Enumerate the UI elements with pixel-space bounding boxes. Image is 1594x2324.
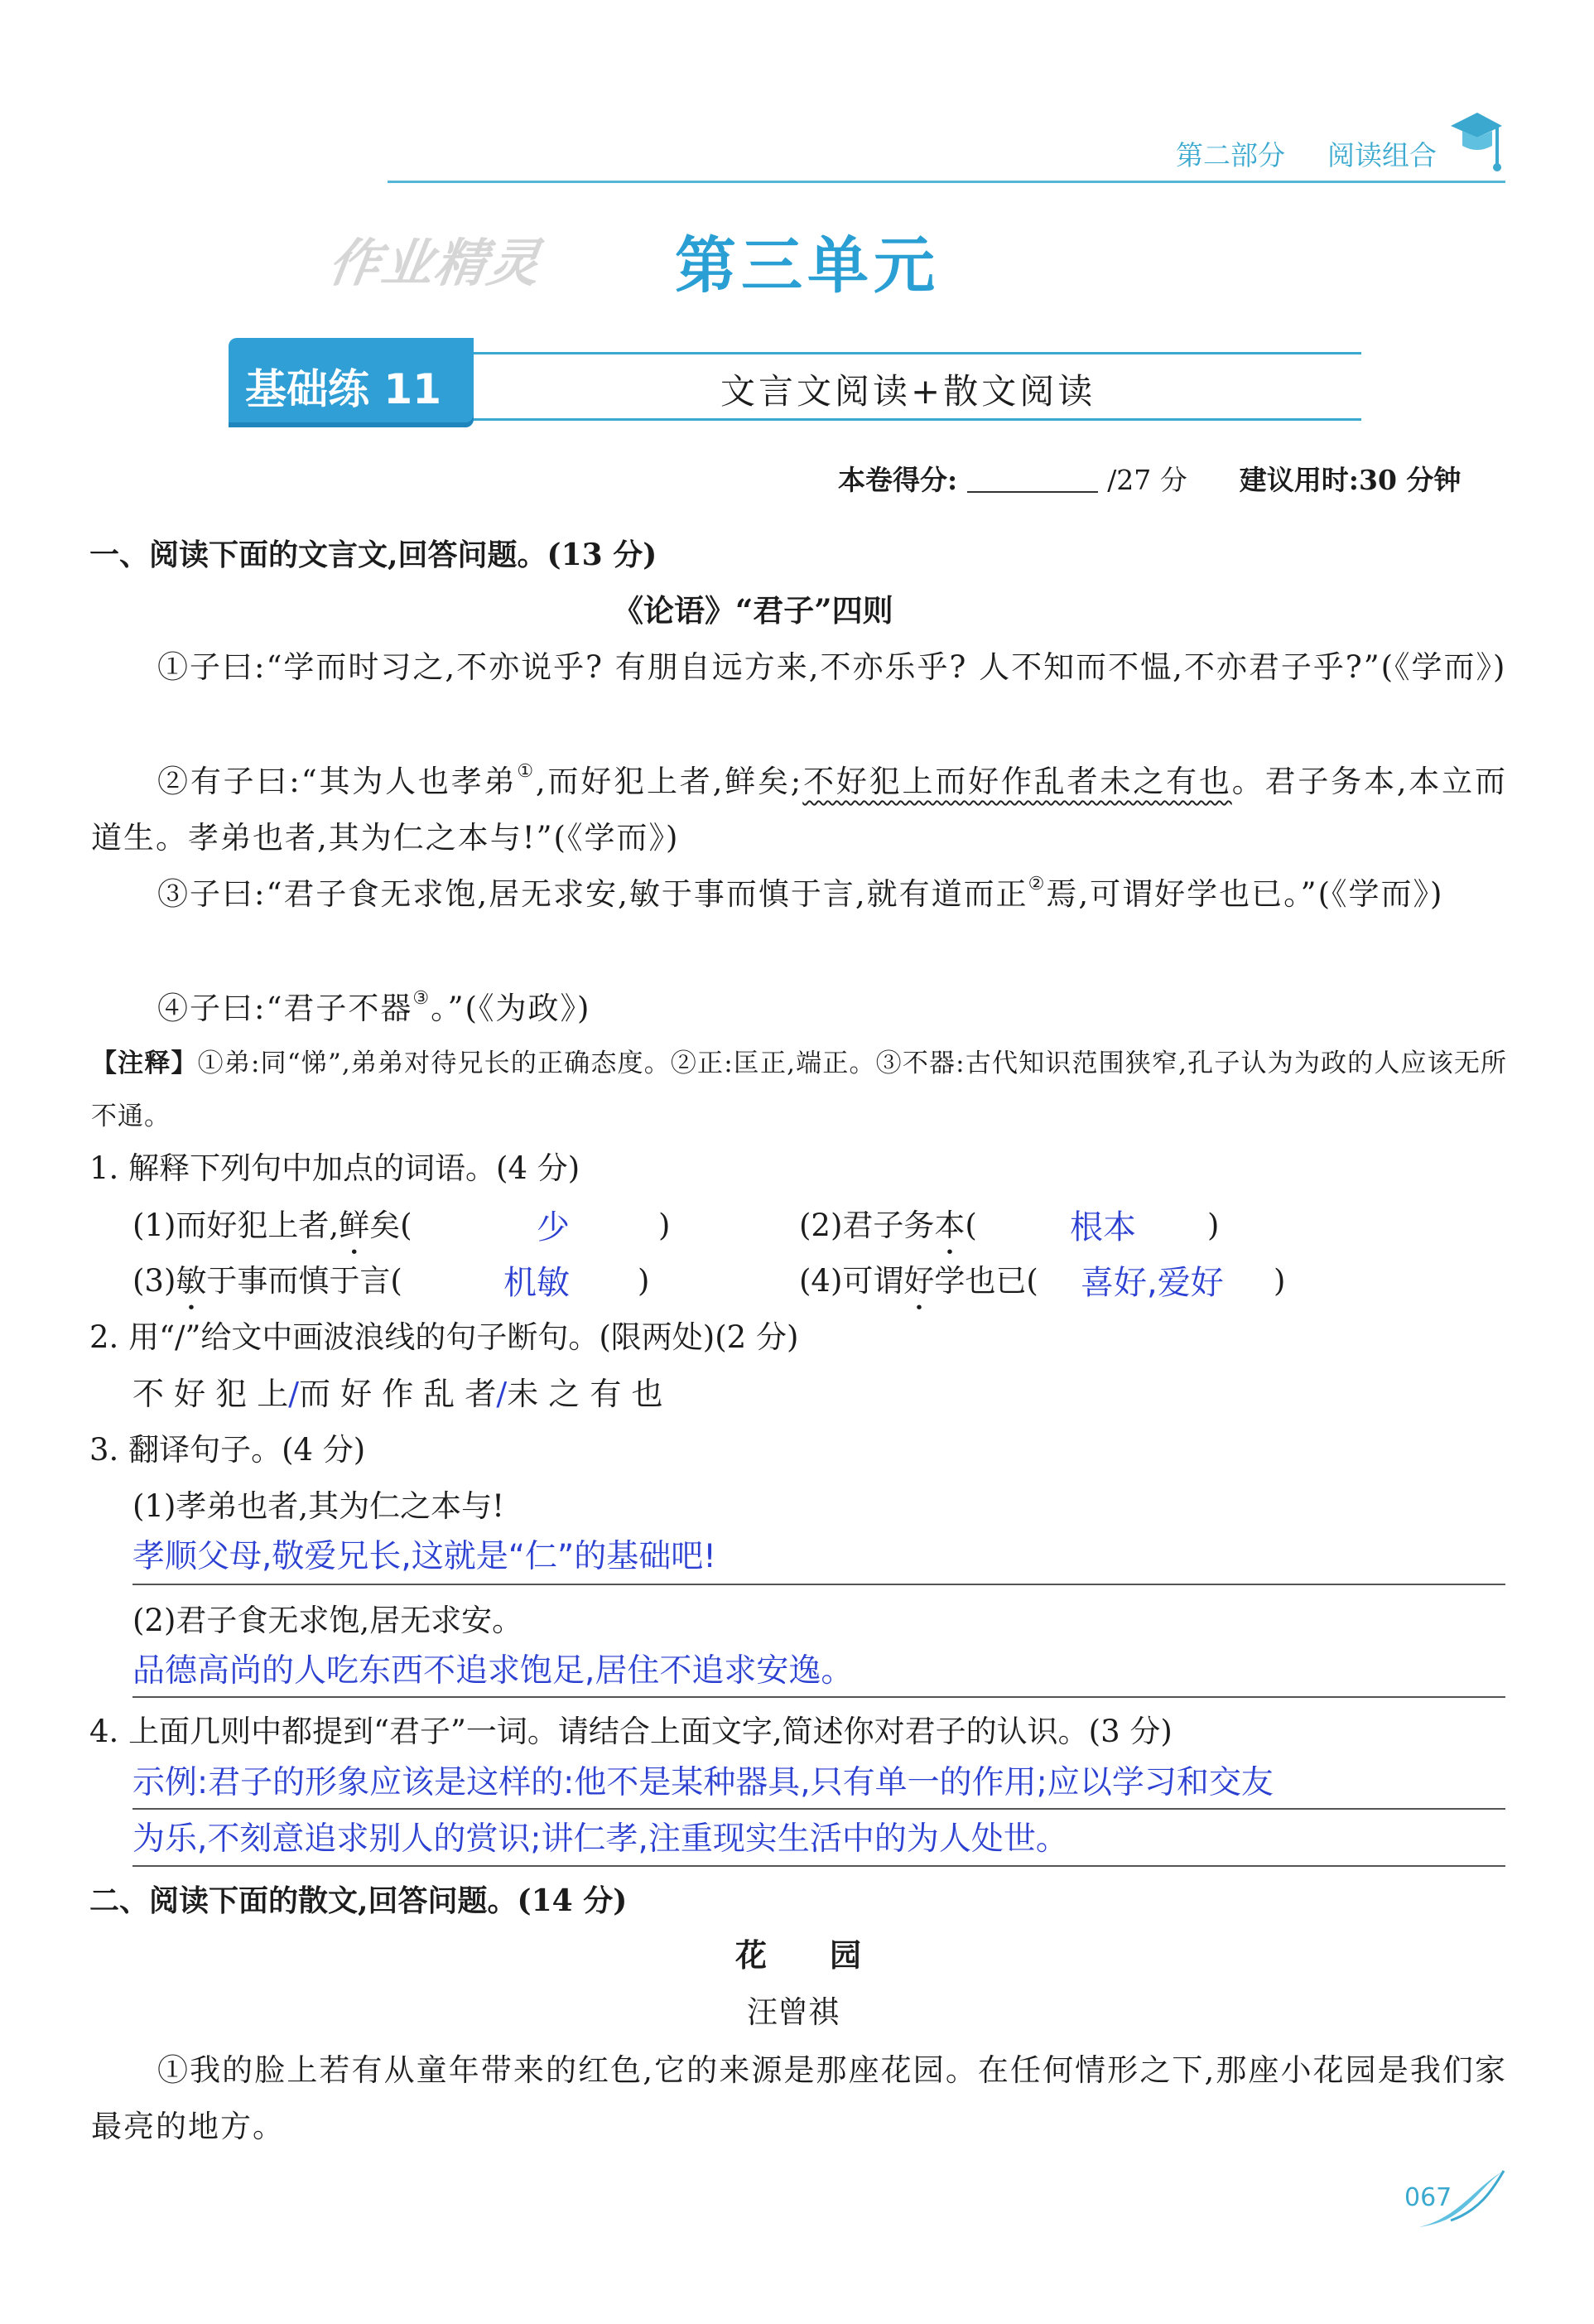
dotted-word: 好 — [903, 1263, 935, 1299]
q4-answer-line1: 示例:君子的形象应该是这样的:他不是某种器具,只有单一的作用;应以学习和交友 — [132, 1764, 1274, 1801]
q1-stem: 1. 解释下列句中加点的词语。(4 分) — [89, 1150, 580, 1186]
answer-line — [132, 1865, 1505, 1867]
q1-close1: ) — [658, 1208, 671, 1243]
unit-title: 第三单元 — [675, 230, 940, 301]
notes-text: ①弟:同“悌”,弟弟对待兄长的正确态度。②正:匡正,端正。③不器:古代知识范围狭窄,孔子认为为政的人应该无所不通。 — [91, 1049, 1507, 1131]
dotted-word: 鲜 — [339, 1208, 370, 1243]
wavy-underlined-sentence: 不好犯上而好作乱者未之有也 — [802, 764, 1232, 799]
dotted-word: 本 — [934, 1208, 966, 1243]
q1-item3: (3)敏于事而慎于言( — [132, 1263, 402, 1299]
answer-line — [132, 1696, 1505, 1698]
notes — [91, 1037, 1507, 1143]
q1-close4: ) — [1274, 1263, 1286, 1299]
header-section: 第二部分 — [1176, 139, 1285, 171]
running-header — [1176, 134, 1437, 173]
exercise-subtitle: 文言文阅读+散文阅读 — [720, 371, 1096, 412]
passage-p2: ②有子曰:“其为人也孝弟①,而好犯上者,鲜矣;不好犯上而好作乱者未之有也。君子务本,本立而道生。孝弟也者,其为仁之本与!”(《学而》) — [91, 761, 1507, 856]
header-subsection: 阅读组合 — [1327, 139, 1437, 171]
part2-heading: 二、阅读下面的散文,回答问题。(14 分) — [89, 1883, 628, 1918]
score-line — [838, 460, 1461, 501]
answer-line — [132, 1808, 1505, 1810]
q1-answer1: 少 — [537, 1208, 570, 1246]
page-number: 067 — [1404, 2183, 1452, 2212]
exercise-tag-label: 基础练 11 — [245, 365, 441, 413]
notes-label: 【注释】 — [91, 1049, 198, 1078]
q1-item2: (2)君子务本( — [799, 1208, 977, 1243]
q3-stem: 3. 翻译句子。(4 分) — [89, 1432, 366, 1468]
essay-p1: ①我的脸上若有从童年带来的红色,它的来源是那座花园。在任何情形之下,那座小花园是我们家最亮的地方。 — [91, 2052, 1507, 2144]
essay-author: 汪曾祺 — [747, 1994, 839, 2030]
banner-rule-bottom — [474, 418, 1361, 421]
passage-p1: ①子曰:“学而时习之,不亦说乎? 有朋自远方来,不亦乐乎? 人不知而不愠,不亦君子乎?”(《学而》) — [157, 649, 1507, 685]
time-label: 建议用时:30 分钟 — [1239, 464, 1462, 496]
q1-item4: (4)可谓好学也已( — [799, 1263, 1038, 1299]
score-blank[interactable] — [967, 466, 1098, 493]
feather-icon — [1418, 2166, 1509, 2232]
dotted-word: 敏 — [176, 1263, 207, 1299]
q1-close2: ) — [1207, 1208, 1220, 1243]
answer-line — [132, 1584, 1505, 1585]
q3-item2: (2)君子食无求饱,居无求安。 — [132, 1603, 523, 1638]
banner-rule-top — [474, 352, 1361, 354]
q4-answer-line2: 为乐,不刻意追求别人的赏识;讲仁孝,注重现实生活中的为人处世。 — [132, 1820, 1068, 1858]
passage-p4: ④子曰:“君子不器③。”(《为政》) — [157, 988, 591, 1026]
header-rule — [388, 181, 1505, 183]
q4-stem: 4. 上面几则中都提到“君子”一词。请结合上面文字,简述你对君子的认识。(3 分) — [89, 1714, 1173, 1749]
essay-title: 花 园 — [735, 1936, 862, 1974]
q1-item1: (1)而好犯上者,鲜矣( — [132, 1208, 412, 1243]
q3-answer2: 品德高尚的人吃东西不追求饱足,居住不追求安逸。 — [132, 1652, 854, 1690]
exercise-tag — [229, 338, 474, 427]
q1-answer4: 喜好,爱好 — [1081, 1264, 1224, 1302]
passage-title: 《论语》“君子”四则 — [613, 592, 893, 629]
score-label: 本卷得分: — [838, 464, 958, 496]
score-total: /27 分 — [1107, 464, 1187, 496]
q1-answer2: 根本 — [1070, 1208, 1136, 1246]
watermark: 作业精灵 — [325, 233, 546, 293]
passage-p3: ③子曰:“君子食无求饱,居无求安,敏于事而慎于言,就有道而正②焉,可谓好学也已。”(《学而》) — [157, 874, 1444, 912]
q1-answer3: 机敏 — [503, 1264, 570, 1302]
q2-answer: 不 好 犯 上/而 好 作 乱 者/未 之 有 也 — [132, 1376, 663, 1412]
part1-heading: 一、阅读下面的文言文,回答问题。(13 分) — [89, 538, 657, 572]
q2-stem: 2. 用“/”给文中画波浪线的句子断句。(限两处)(2 分) — [89, 1319, 799, 1355]
q1-close3: ) — [638, 1263, 650, 1299]
q3-item1: (1)孝弟也者,其为仁之本与! — [132, 1488, 505, 1524]
graduation-cap-icon — [1447, 101, 1505, 176]
q3-answer1: 孝顺父母,敬爱兄长,这就是“仁”的基础吧! — [132, 1538, 716, 1575]
